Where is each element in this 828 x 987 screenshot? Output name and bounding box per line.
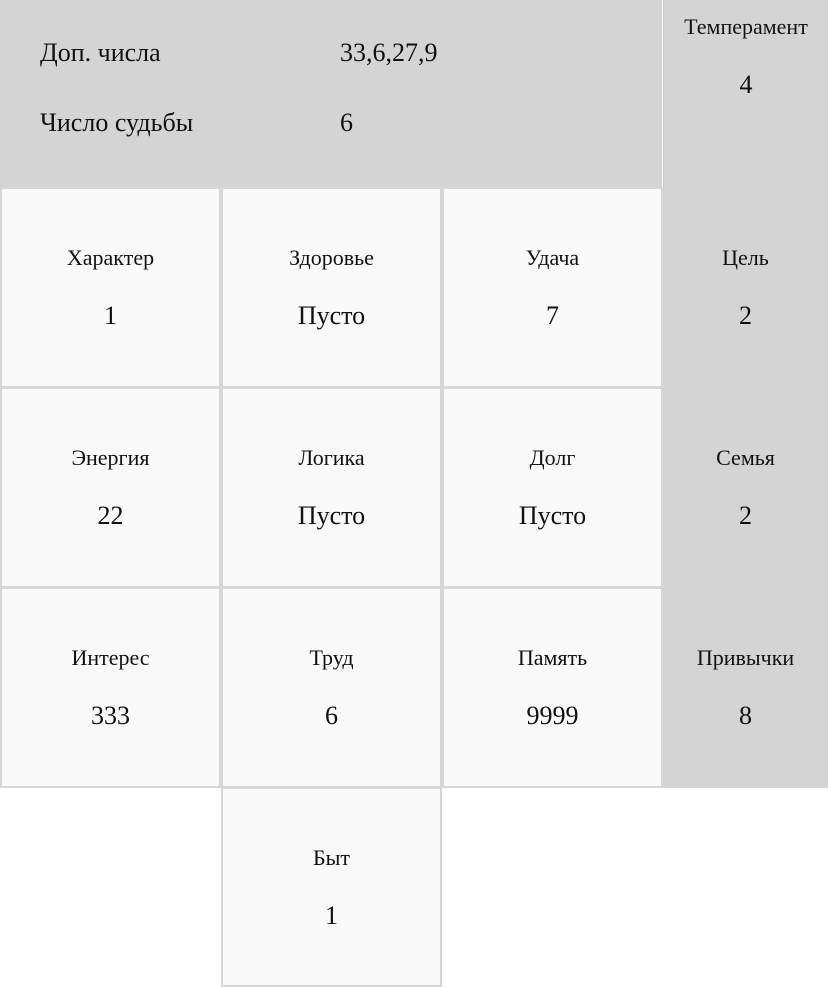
temperament-label: Темперамент (684, 14, 808, 39)
character-label: Характер (66, 245, 155, 270)
energy-value: 22 (97, 501, 124, 530)
memory-value: 9999 (526, 701, 579, 730)
life-label: Быт (312, 845, 351, 870)
life-value: 1 (325, 901, 338, 930)
goal-label: Цель (722, 245, 769, 270)
family-value: 2 (739, 501, 752, 530)
temperament-cell (663, 0, 828, 187)
logic-label: Логика (298, 445, 365, 470)
interest-value: 333 (91, 701, 130, 730)
family-cell (663, 387, 828, 588)
health-cell (221, 187, 442, 388)
life-cell (221, 787, 442, 987)
character-cell (0, 187, 221, 388)
luck-cell (442, 187, 663, 388)
summary-panel (0, 0, 662, 187)
character-value: 1 (104, 301, 117, 330)
habits-value: 8 (739, 701, 752, 730)
destiny-number-value: 6 (340, 108, 353, 137)
memory-cell (442, 587, 663, 788)
energy-cell (0, 387, 221, 588)
energy-label: Энергия (71, 445, 150, 470)
goal-value: 2 (739, 301, 752, 330)
goal-cell (663, 187, 828, 388)
labor-cell (221, 587, 442, 788)
logic-value: Пусто (297, 501, 366, 530)
habits-cell (663, 587, 828, 788)
interest-label: Интерес (71, 645, 150, 670)
memory-label: Память (517, 645, 588, 670)
labor-label: Труд (309, 645, 354, 670)
duty-label: Долг (529, 445, 576, 470)
luck-value: 7 (546, 301, 559, 330)
health-value: Пусто (297, 301, 366, 330)
interest-cell (0, 587, 221, 788)
duty-cell (442, 387, 663, 588)
habits-label: Привычки (696, 645, 795, 670)
health-label: Здоровье (289, 245, 374, 270)
destiny-number-label: Число судьбы (40, 108, 194, 137)
family-label: Семья (716, 445, 775, 470)
logic-cell (221, 387, 442, 588)
temperament-value: 4 (739, 70, 753, 99)
labor-value: 6 (325, 701, 338, 730)
duty-value: Пусто (518, 501, 587, 530)
extra-numbers-label: Доп. числа (40, 38, 161, 67)
extra-numbers-value: 33,6,27,9 (340, 38, 438, 67)
luck-label: Удача (525, 245, 580, 270)
